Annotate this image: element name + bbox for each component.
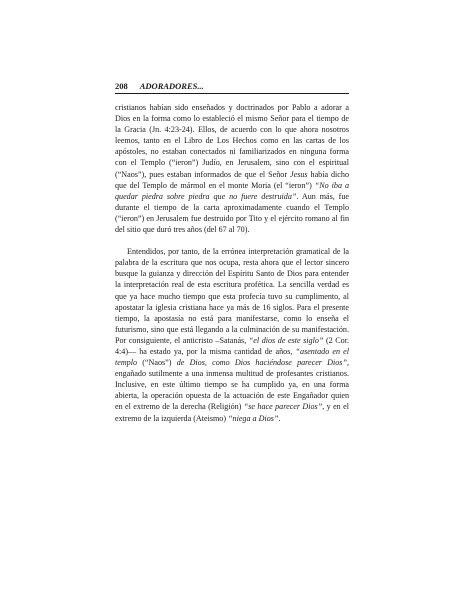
page-number: 208 <box>115 81 128 91</box>
p2-quote-1: “el dios de este siglo” <box>248 335 324 345</box>
p2-quote-2: “asentado en el templo <box>115 346 349 368</box>
p2-text-4: , engañado sutilmente a una inmensa multitud de profesantes cristianos. Inclusive, en este último tiempo se ha cumplido ya, en una forma abierta, la operación opuesta de la actuación de este Engañador quien en el extremo de la derecha (Religión) <box>115 358 349 412</box>
p2-text-3: (“Naos”) <box>137 358 177 368</box>
p1-quote: “No iba a quedar piedra sobre piedra que no fuere destruida” <box>115 180 349 201</box>
p1-text-2: había dicho que del Templo de mármol en el monte Moria (el “ieron”) <box>115 169 349 190</box>
page-body <box>115 102 349 424</box>
paragraph-2 <box>115 246 349 424</box>
p1-italic-1: Jesus <box>290 169 308 179</box>
running-title: ADORADORES... <box>139 81 204 91</box>
p2-quote-4: “se hace parecer Dios” <box>243 402 323 412</box>
p2-text-1: Entendidos, por tanto, de la errónea interpretación gramatical de la palabra de la escritura que nos ocupa, resta ahora que el lector sincero busque la guianza y dirección del Espíritu Santo de Dios para entender la interpretación real de esta escritura profética. La sencilla verdad es que ya hace mucho tiempo que esta profecía tuvo su cumplimento, al apostatar la iglesia cristiana hace ya más de 16 siglos. Para el presente tiempo, la apostasía no está para manifestarse, como lo enseña el futurismo, sino que está llegando a la culminación de su manifestación. Por consiguiente, el anticristo –Satanás, <box>115 247 349 345</box>
p2-text-6: . <box>278 413 281 423</box>
page-header <box>115 81 349 94</box>
p2-text-2: (2 Cor. 4:4)— ha estado ya, por la misma cantidad de años, <box>115 335 349 356</box>
paragraph-1 <box>115 102 349 235</box>
p2-quote-3: de Dios, como Dios haciéndose parecer Dios” <box>176 358 347 368</box>
p2-text-5: , y en el extremo de la izquierda (Ateismo) <box>115 402 349 423</box>
p1-text-1: cristianos habían sido enseñados y doctrinados por Pablo a adorar a Dios en la forma como lo estableció el mismo Señor para el tiempo de la Gracia (Jn. 4:23-24). Ellos, de acuerdo con lo que ahora nosotros leemos, tanto en el Libro de Los Hechos como en las cartas de los apóstoles, no estaban conectados ni familiarizados en ninguna forma con el Templo (“ieron”) Judío, en Jerusalem, sino con el espiritual (“Naos”), pues estaban informados de que el Señor <box>115 103 349 179</box>
p2-quote-5: “niega a Dios” <box>228 413 279 423</box>
p1-text-3: . Aun más, fue durante el tiempo de la carta aproximadamente cuando el Templo (“ieron”) en Jerusalem fue destruido por Tito y el ejército romano al fin del sitio que duró tres años (del 67 al 70). <box>115 191 350 235</box>
